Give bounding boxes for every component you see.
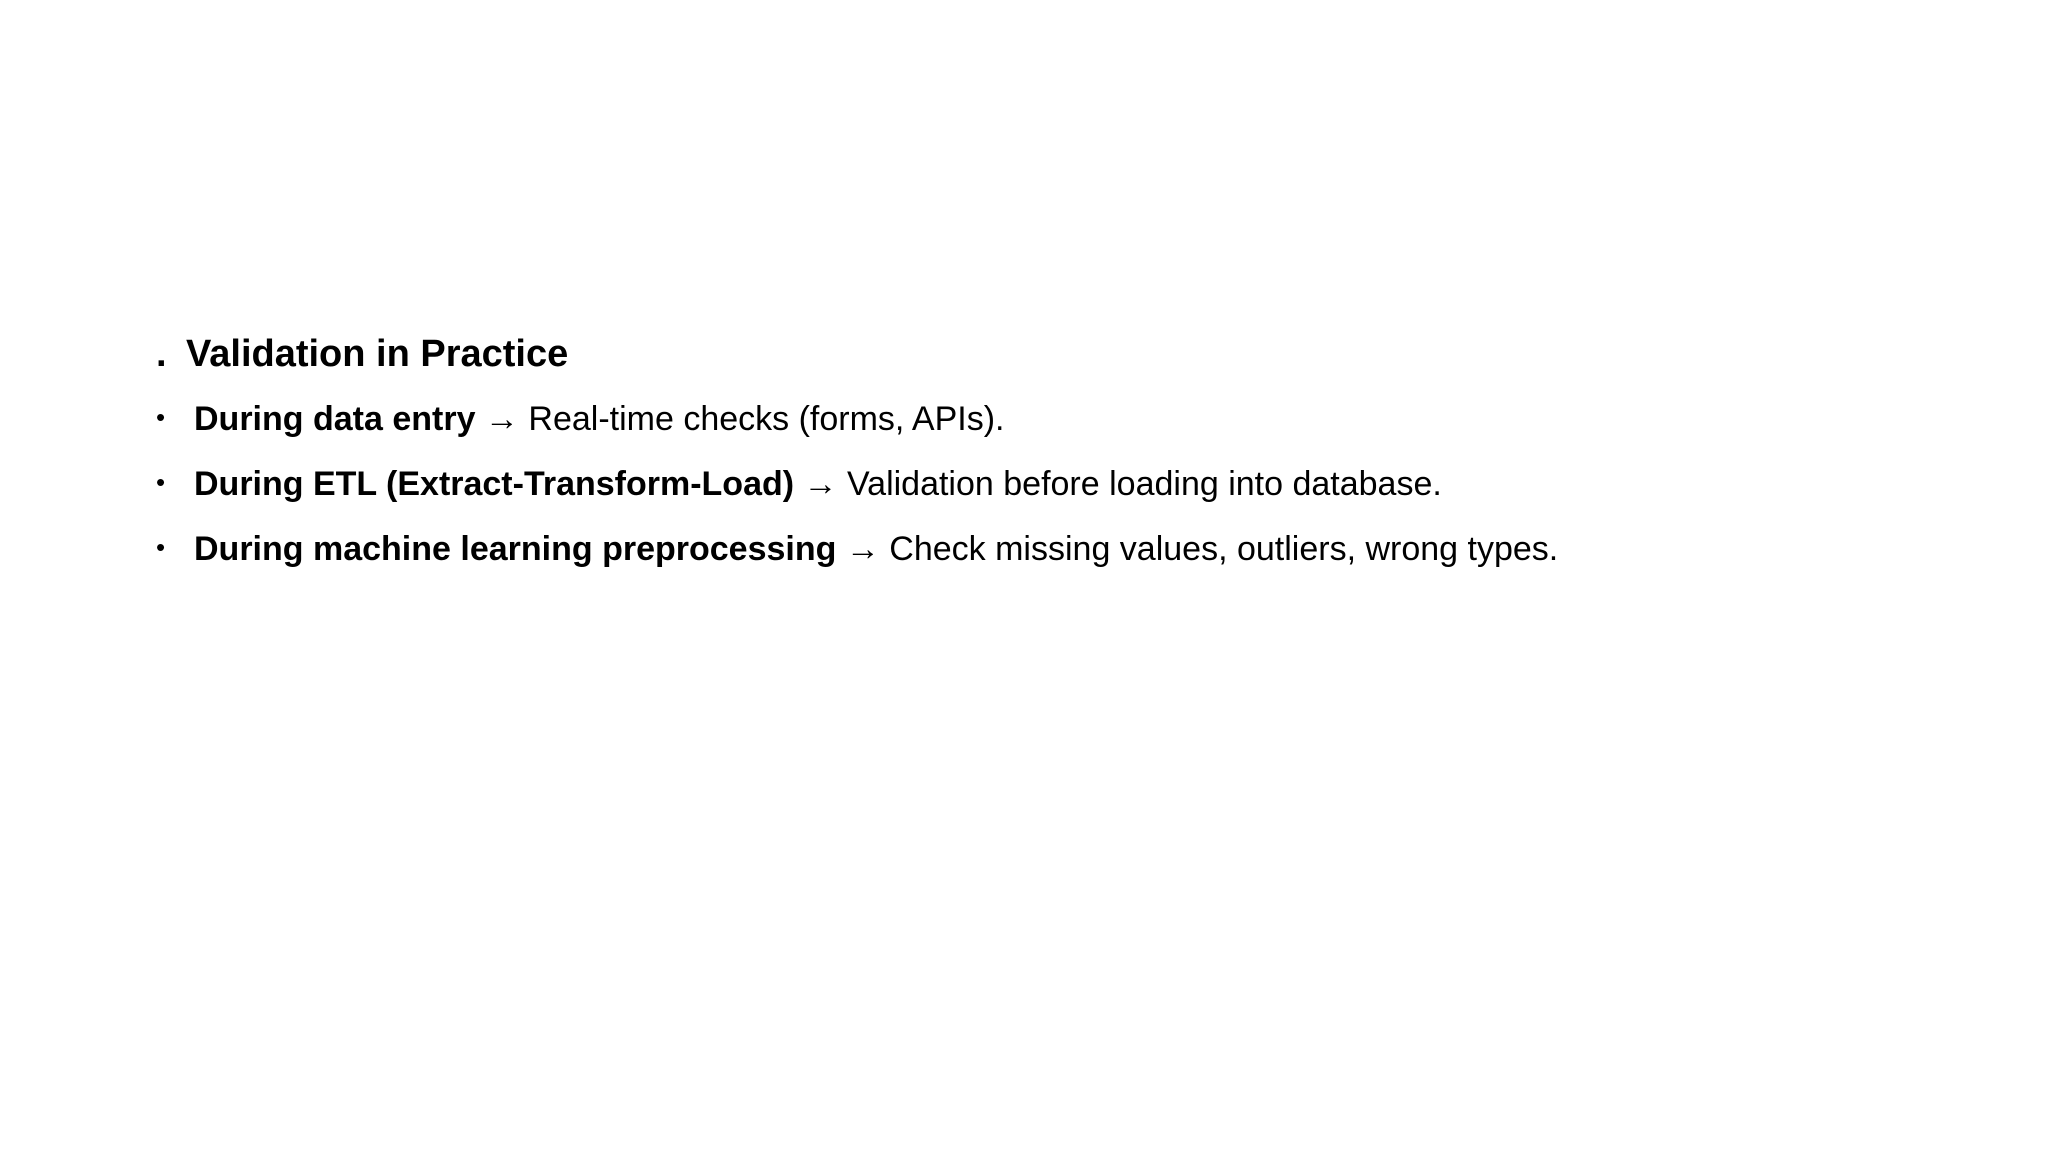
bullet-description: Real-time checks (forms, APIs). [528, 400, 1005, 438]
arrow-icon: → [794, 465, 847, 503]
arrow-icon: → [475, 400, 529, 438]
bullet-icon: • [156, 532, 166, 562]
bullet-term: During data entry [194, 400, 476, 438]
slide-content [156, 326, 1906, 583]
heading-marker: . [156, 333, 167, 375]
list-item [156, 518, 1906, 583]
bullet-term: During machine learning preprocessing [194, 530, 837, 568]
bullet-description: Check missing values, outliers, wrong types. [889, 530, 1559, 568]
section-heading [156, 326, 1906, 382]
arrow-icon: → [836, 530, 890, 568]
bullet-list [156, 388, 1906, 583]
bullet-icon: • [156, 402, 166, 432]
list-item [156, 453, 1906, 518]
bullet-term: During ETL (Extract-Transform-Load) [194, 465, 795, 503]
heading-title: Validation in Practice [186, 333, 569, 375]
bullet-description: Validation before loading into database. [847, 465, 1442, 503]
bullet-icon: • [156, 467, 166, 497]
list-item [156, 388, 1906, 453]
